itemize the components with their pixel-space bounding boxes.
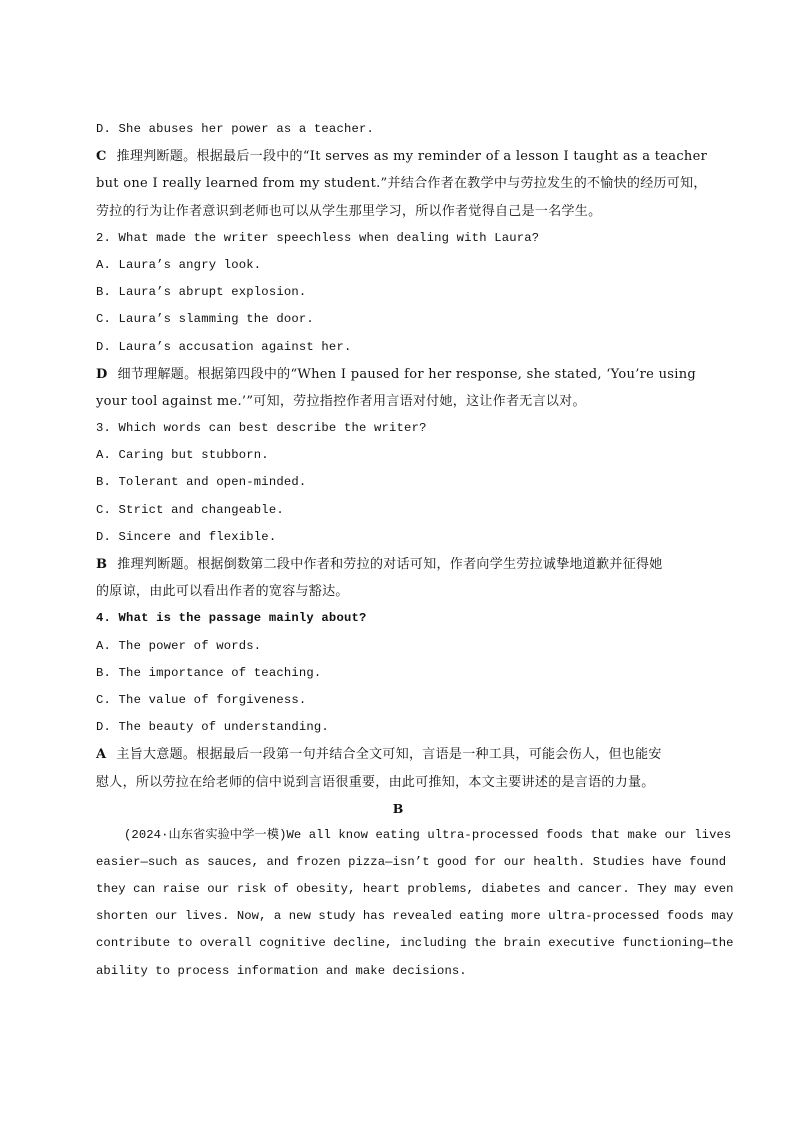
q2-option-a: A. Laura’s angry look. [96, 257, 262, 272]
q3-option-a: A. Caring but stubborn. [96, 448, 269, 463]
passage-b-line-4: shorten our lives. Now, a new study has revealed eating more ultra-processed foods may [96, 909, 734, 924]
q2-option-c: C. Laura’s slamming the door. [96, 312, 314, 327]
q4-option-c: C. The value of forgiveness. [96, 692, 307, 707]
q2-answer-line-2: your tool against me.’”可知，劳拉指控作者用言语对付她，这让作者无言以对。 [96, 393, 586, 409]
q4-option-b: B. The importance of teaching. [96, 665, 322, 680]
section-b-heading: B [392, 800, 404, 816]
passage-b-line-5: contribute to overall cognitive decline, including the brain executive functioning—the [96, 936, 734, 951]
q3-answer-key: B [96, 557, 108, 572]
q1-option-d: D. She abuses her power as a teacher. [96, 122, 375, 136]
q3-question: 3. Which words can best describe the writer? [96, 421, 427, 436]
passage-b-line-1: (2024·山东省实验中学一模)We all know eating ultra-processed foods that make our lives [124, 827, 732, 842]
q2-option-b: B. Laura’s abrupt explosion. [96, 285, 307, 300]
q3-answer-line-1 [96, 551, 700, 578]
q2-answer-line-1 [96, 361, 700, 388]
q1-answer-key: C [96, 149, 107, 165]
q3-option-c: C. Strict and changeable. [96, 502, 284, 517]
q1-answer-line-2: but one I really learned from my student.”并结合作者在教学中与劳拉发生的不愉快的经历可知， [96, 176, 707, 192]
q3-answer-text: 推理判断题。根据倒数第二段中作者和劳拉的对话可知，作者向学生劳拉诚挚地道歉并征得她 [117, 557, 663, 572]
q2-option-d: D. Laura’s accusation against her. [96, 339, 352, 354]
q4-question: 4. What is the passage mainly about? [96, 611, 367, 626]
q4-answer-text: 主旨大意题。根据最后一段第一句并结合全文可知，言语是一种工具，可能会伤人，但也能安 [116, 747, 662, 763]
q1-answer-line-1 [96, 143, 708, 170]
q3-option-b: B. Tolerant and open-minded. [96, 475, 307, 490]
document-page [96, 116, 734, 985]
q4-answer-key: A [96, 747, 107, 763]
passage-b-line-2: easier—such as sauces, and frozen pizza—isn’t good for our health. Studies have found [96, 854, 727, 869]
q3-answer-line-2: 的原谅，由此可以看出作者的宽容与豁达。 [96, 584, 349, 600]
q2-question: 2. What made the writer speechless when dealing with Laura? [96, 230, 540, 245]
q3-option-d: D. Sincere and flexible. [96, 529, 277, 544]
q4-answer-line-2: 慰人，所以劳拉在给老师的信中说到言语很重要，由此可推知，本文主要讲述的是言语的力量。 [96, 774, 655, 790]
q4-option-d: D. The beauty of understanding. [96, 720, 329, 735]
q2-answer-key: D [96, 366, 108, 382]
q1-answer-text: 推理判断题。根据最后一段中的“It serves as my reminder of a lesson I taught as a teacher [116, 149, 708, 165]
q4-answer-line-1 [96, 741, 700, 768]
passage-b-line-6: ability to process information and make decisions. [96, 963, 467, 978]
q1-answer-line-3: 劳拉的行为让作者意识到老师也可以从学生那里学习，所以作者觉得自己是一名学生。 [96, 203, 602, 219]
q2-answer-text: 细节理解题。根据第四段中的“When I paused for her response, she stated, ‘You’re using [117, 366, 696, 382]
q4-option-a: A. The power of words. [96, 638, 262, 653]
passage-b-line-3: they can raise our risk of obesity, heart problems, diabetes and cancer. They may even [96, 882, 734, 897]
